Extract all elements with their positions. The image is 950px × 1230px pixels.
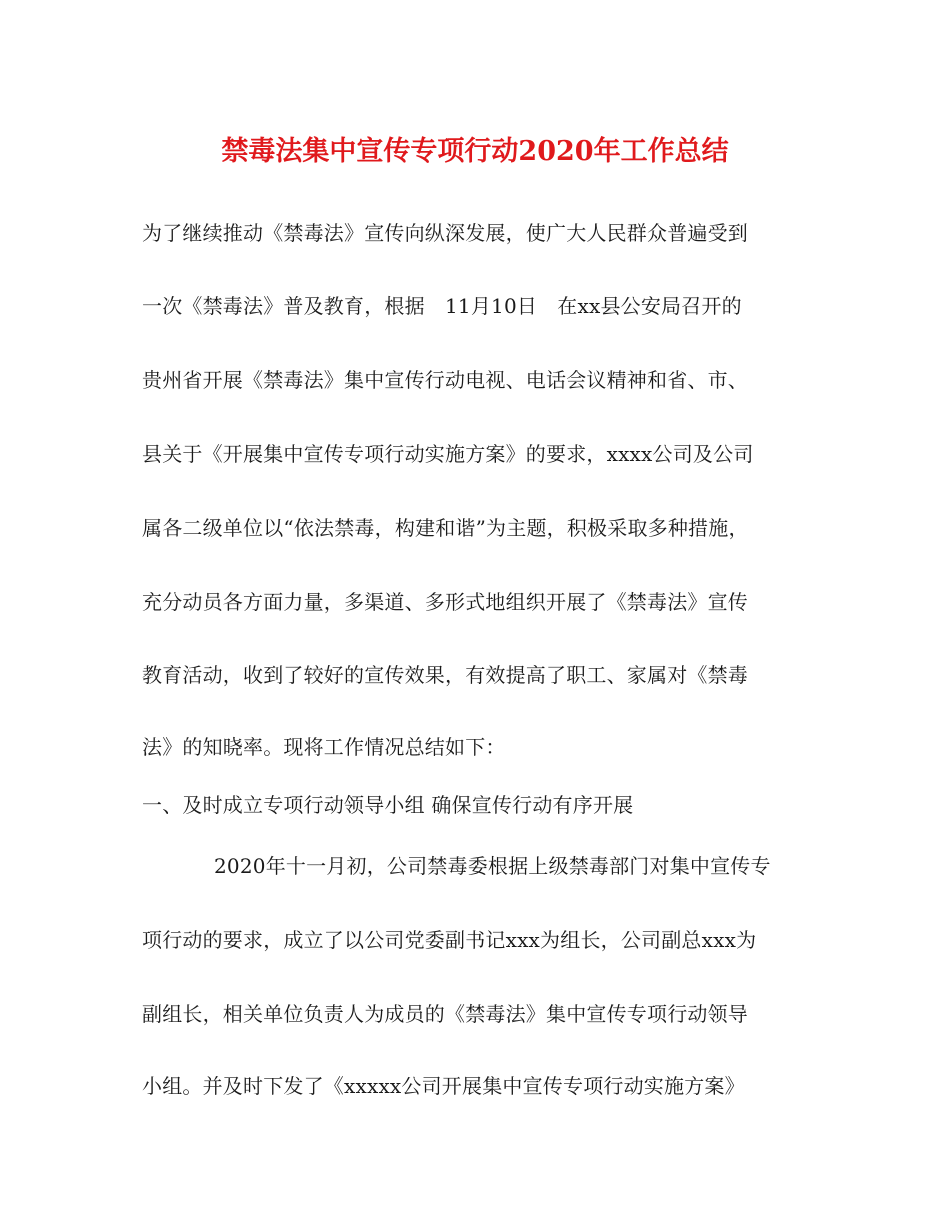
body-line: 教育活动，收到了较好的宣传效果，有效提高了职工、家属对《禁毒 [142,663,748,687]
section-heading: 一、及时成立专项行动领导小组 确保宣传行动有序开展 [142,793,634,817]
body-line: 县关于《开展集中宣传专项行动实施方案》的要求，xxxx公司及公司 [142,442,754,466]
body-line: 充分动员各方面力量，多渠道、多形式地组织开展了《禁毒法》宣传 [142,590,748,614]
body-line: 副组长，相关单位负责人为成员的《禁毒法》集中宣传专项行动领导 [142,1002,748,1026]
body-line: 项行动的要求，成立了以公司党委副书记xxx为组长，公司副总xxx为 [142,928,757,952]
body-line: 属各二级单位以“依法禁毒，构建和谐”为主题，积极采取多种措施， [142,516,749,540]
body-line: 小组。并及时下发了《xxxxx公司开展集中宣传专项行动实施方案》 [142,1074,745,1098]
body-line: 为了继续推动《禁毒法》宣传向纵深发展，使广大人民群众普遍受到 [142,221,748,245]
body-line: 贵州省开展《禁毒法》集中宣传行动电视、电话会议精神和省、市、 [142,368,748,392]
body-line: 一次《禁毒法》普及教育，根据 11月10日 在xx县公安局召开的 [142,294,742,318]
body-line: 法》的知晓率。现将工作情况总结如下： [142,735,506,759]
document-title: 禁毒法集中宣传专项行动2020年工作总结 [221,136,729,167]
body-line-indented: 2020年十一月初，公司禁毒委根据上级禁毒部门对集中宣传专 [214,854,771,878]
